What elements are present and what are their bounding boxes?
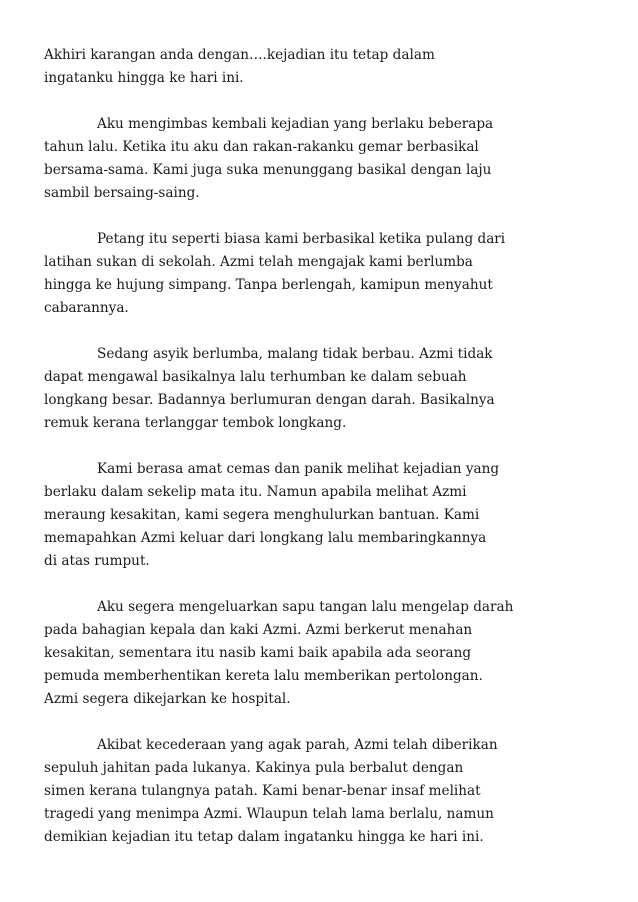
text-line: hingga ke hujung simpang. Tanpa berlengah, kamipun menyahut xyxy=(44,277,493,293)
text-line: kesakitan, sementara itu nasib kami baik apabila ada seorang xyxy=(44,645,472,661)
text-line: sambil bersaing-saing. xyxy=(44,185,200,201)
text-line: Akhiri karangan anda dengan….kejadian itu tetap dalam xyxy=(44,47,435,63)
paragraph-gap xyxy=(44,90,604,113)
text-line: simen kerana tulangnya patah. Kami benar-benar insaf melihat xyxy=(44,783,481,799)
paragraph-1 xyxy=(44,113,604,205)
text-line: dapat mengawal basikalnya lalu terhumban ke dalam sebuah xyxy=(44,369,467,385)
text-line: remuk kerana terlanggar tembok longkang. xyxy=(44,415,347,431)
text-line: longkang besar. Badannya berlumuran dengan darah. Basikalnya xyxy=(44,392,495,408)
text-line: sepuluh jahitan pada lukanya. Kakinya pula berbalut dengan xyxy=(44,760,464,776)
paragraph-2 xyxy=(44,228,604,320)
text-line: Aku segera mengeluarkan sapu tangan lalu mengelap darah xyxy=(97,599,514,615)
text-line: Sedang asyik berlumba, malang tidak berbau. Azmi tidak xyxy=(97,346,493,362)
paragraph-4 xyxy=(44,458,604,573)
text-line: berlaku dalam sekelip mata itu. Namun apabila melihat Azmi xyxy=(44,484,467,500)
paragraph-6 xyxy=(44,734,604,849)
paragraph-gap xyxy=(44,711,604,734)
text-line: tragedi yang menimpa Azmi. Wlaupun telah lama berlalu, namun xyxy=(44,806,494,822)
text-line: latihan sukan di sekolah. Azmi telah mengajak kami berlumba xyxy=(44,254,473,270)
paragraph-gap xyxy=(44,435,604,458)
text-line: memapahkan Azmi keluar dari longkang lalu membaringkannya xyxy=(44,530,487,546)
text-line: pemuda memberhentikan kereta lalu memberikan pertolongan. xyxy=(44,668,483,684)
text-line: di atas rumput. xyxy=(44,553,150,569)
paragraph-gap xyxy=(44,320,604,343)
text-line: Aku mengimbas kembali kejadian yang berlaku beberapa xyxy=(97,116,494,132)
paragraph-5 xyxy=(44,596,604,711)
text-line: Petang itu seperti biasa kami berbasikal ketika pulang dari xyxy=(97,231,506,247)
text-line: Akibat kecederaan yang agak parah, Azmi telah diberikan xyxy=(97,737,498,753)
intro-instruction xyxy=(44,44,604,90)
paragraph-gap xyxy=(44,205,604,228)
paragraph-gap xyxy=(44,573,604,596)
text-line: bersama-sama. Kami juga suka menunggang basikal dengan laju xyxy=(44,162,492,178)
text-line: pada bahagian kepala dan kaki Azmi. Azmi berkerut menahan xyxy=(44,622,473,638)
text-line: Azmi segera dikejarkan ke hospital. xyxy=(44,691,291,707)
text-line: ingatanku hingga ke hari ini. xyxy=(44,70,244,86)
text-line: Kami berasa amat cemas dan panik melihat kejadian yang xyxy=(97,461,500,477)
paragraph-3 xyxy=(44,343,604,435)
text-line: cabarannya. xyxy=(44,300,129,316)
text-line: demikian kejadian itu tetap dalam ingatanku hingga ke hari ini. xyxy=(44,829,484,845)
document-page xyxy=(44,44,604,849)
text-line: tahun lalu. Ketika itu aku dan rakan-rakanku gemar berbasikal xyxy=(44,139,479,155)
text-line: meraung kesakitan, kami segera menghulurkan bantuan. Kami xyxy=(44,507,480,523)
